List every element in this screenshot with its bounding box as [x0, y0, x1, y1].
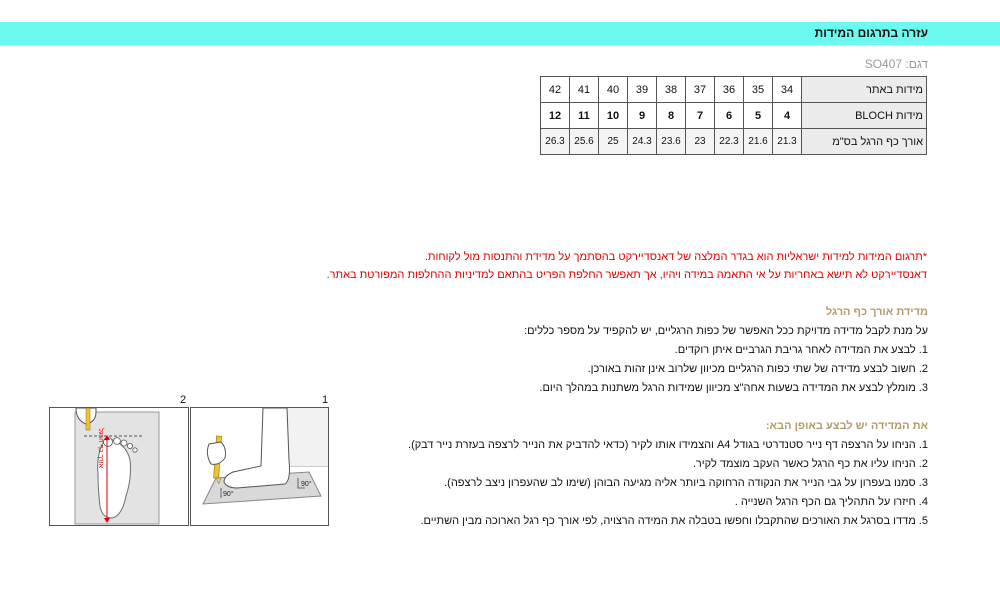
measure-section-title: מדידת אורך כף הרגל	[825, 306, 928, 318]
figure-foot-top-view	[49, 407, 189, 526]
table-cell: 37	[686, 77, 715, 103]
size-conversion-table	[540, 76, 927, 155]
figure-number-1: 1	[322, 394, 329, 406]
figure-number-2: 2	[180, 394, 187, 406]
table-row-site-sizes	[541, 77, 927, 103]
rule-item: 3. מומלץ לבצע את המדידה בשעות אחה"צ מכיוון שמידות הרגל משתנות במהלך היום.	[539, 382, 928, 394]
step-item: 5. מדדו בסרגל את האורכים שהתקבלו וחפשו בטבלה את המידה הרצויה, לפי אורך כף רגל הארוכה מבין השתיים.	[420, 515, 928, 527]
table-cell: 40	[599, 77, 628, 103]
step-item: 1. הניחו על הרצפה דף נייר סטנדרטי בגודל A4 והצמידו אותו לקיר (כדאי להדביק את הנייר לרצפה בעזרת נייר דבק).	[408, 439, 928, 451]
table-cell: 21.6	[744, 129, 773, 155]
table-cell: 11	[570, 103, 599, 129]
table-cell: 36	[715, 77, 744, 103]
table-cell: 23	[686, 129, 715, 155]
rule-item: 2. חשוב לבצע מדידה של שתי כפות הרגליים מכיוון שלרוב אינן זהות באורכן.	[587, 363, 928, 375]
table-cell: 41	[570, 77, 599, 103]
table-cell: 35	[744, 77, 773, 103]
row-header: מידות BLOCH	[802, 103, 927, 129]
measure-intro: על מנת לקבל מדידה מדויקת ככל האפשר של כפות הרגליים, יש להקפיד על מספר כללים:	[524, 325, 928, 337]
angle-label-floor: 90°	[223, 491, 234, 498]
table-cell: 42	[541, 77, 570, 103]
foot-side-illustration	[191, 408, 328, 525]
table-cell: 8	[657, 103, 686, 129]
table-cell: 25	[599, 129, 628, 155]
table-cell: 34	[773, 77, 802, 103]
table-cell: 26.3	[541, 129, 570, 155]
rule-item: 1. לבצע את המדידה לאחר גריבת הגרביים איתן רוקדים.	[674, 344, 928, 356]
table-row-bloch-sizes	[541, 103, 927, 129]
disclaimer-line: דאנסדיירקט לא תישא באחריות על אי התאמה במידה ויהיו, אך תאפשר החלפת הפריט בהתאם למדיניות ההחלפות המפורטת באתר.	[326, 269, 927, 281]
table-cell: 21.3	[773, 129, 802, 155]
howto-section-title: את המדידה יש לבצע באופן הבא:	[765, 420, 928, 432]
figure-foot-side-view	[190, 407, 329, 526]
table-cell: 5	[744, 103, 773, 129]
angle-label-wall: 90°	[301, 481, 312, 488]
table-cell: 25.6	[570, 129, 599, 155]
table-cell: 24.3	[628, 129, 657, 155]
table-cell: 9	[628, 103, 657, 129]
foot-length-label: אורך כף הרגל	[97, 428, 104, 468]
header-bar	[0, 22, 1000, 45]
disclaimer-line: *תרגום המידות למידות ישראליות הוא בגדר המלצה של דאנסדיירקט בהסתמך על מדידת והתנסות מול לקוחות.	[424, 251, 927, 263]
step-item: 4. חיזרו על התהליך גם הכף הרגל השנייה .	[734, 496, 928, 508]
row-header: אורך כף הרגל בס"מ	[802, 129, 927, 155]
table-cell: 7	[686, 103, 715, 129]
table-cell: 23.6	[657, 129, 686, 155]
page-title: עזרה בתרגום המידות	[814, 26, 928, 40]
table-cell: 10	[599, 103, 628, 129]
row-header: מידות באתר	[802, 77, 927, 103]
model-label: דגם: SO407	[864, 57, 928, 71]
table-cell: 38	[657, 77, 686, 103]
table-cell: 6	[715, 103, 744, 129]
table-row-foot-length	[541, 129, 927, 155]
table-cell: 4	[773, 103, 802, 129]
step-item: 3. סמנו בעפרון על גבי הנייר את הנקודה הרחוקה ביותר אליה מגיעה הבוהן (שימו לב שהעפרון ניצב לרצפה).	[444, 477, 928, 489]
foot-top-illustration	[50, 408, 188, 525]
table-cell: 22.3	[715, 129, 744, 155]
step-item: 2. הניחו עליו את כף הרגל כאשר העקב מוצמד לקיר.	[692, 458, 928, 470]
table-cell: 12	[541, 103, 570, 129]
table-cell: 39	[628, 77, 657, 103]
